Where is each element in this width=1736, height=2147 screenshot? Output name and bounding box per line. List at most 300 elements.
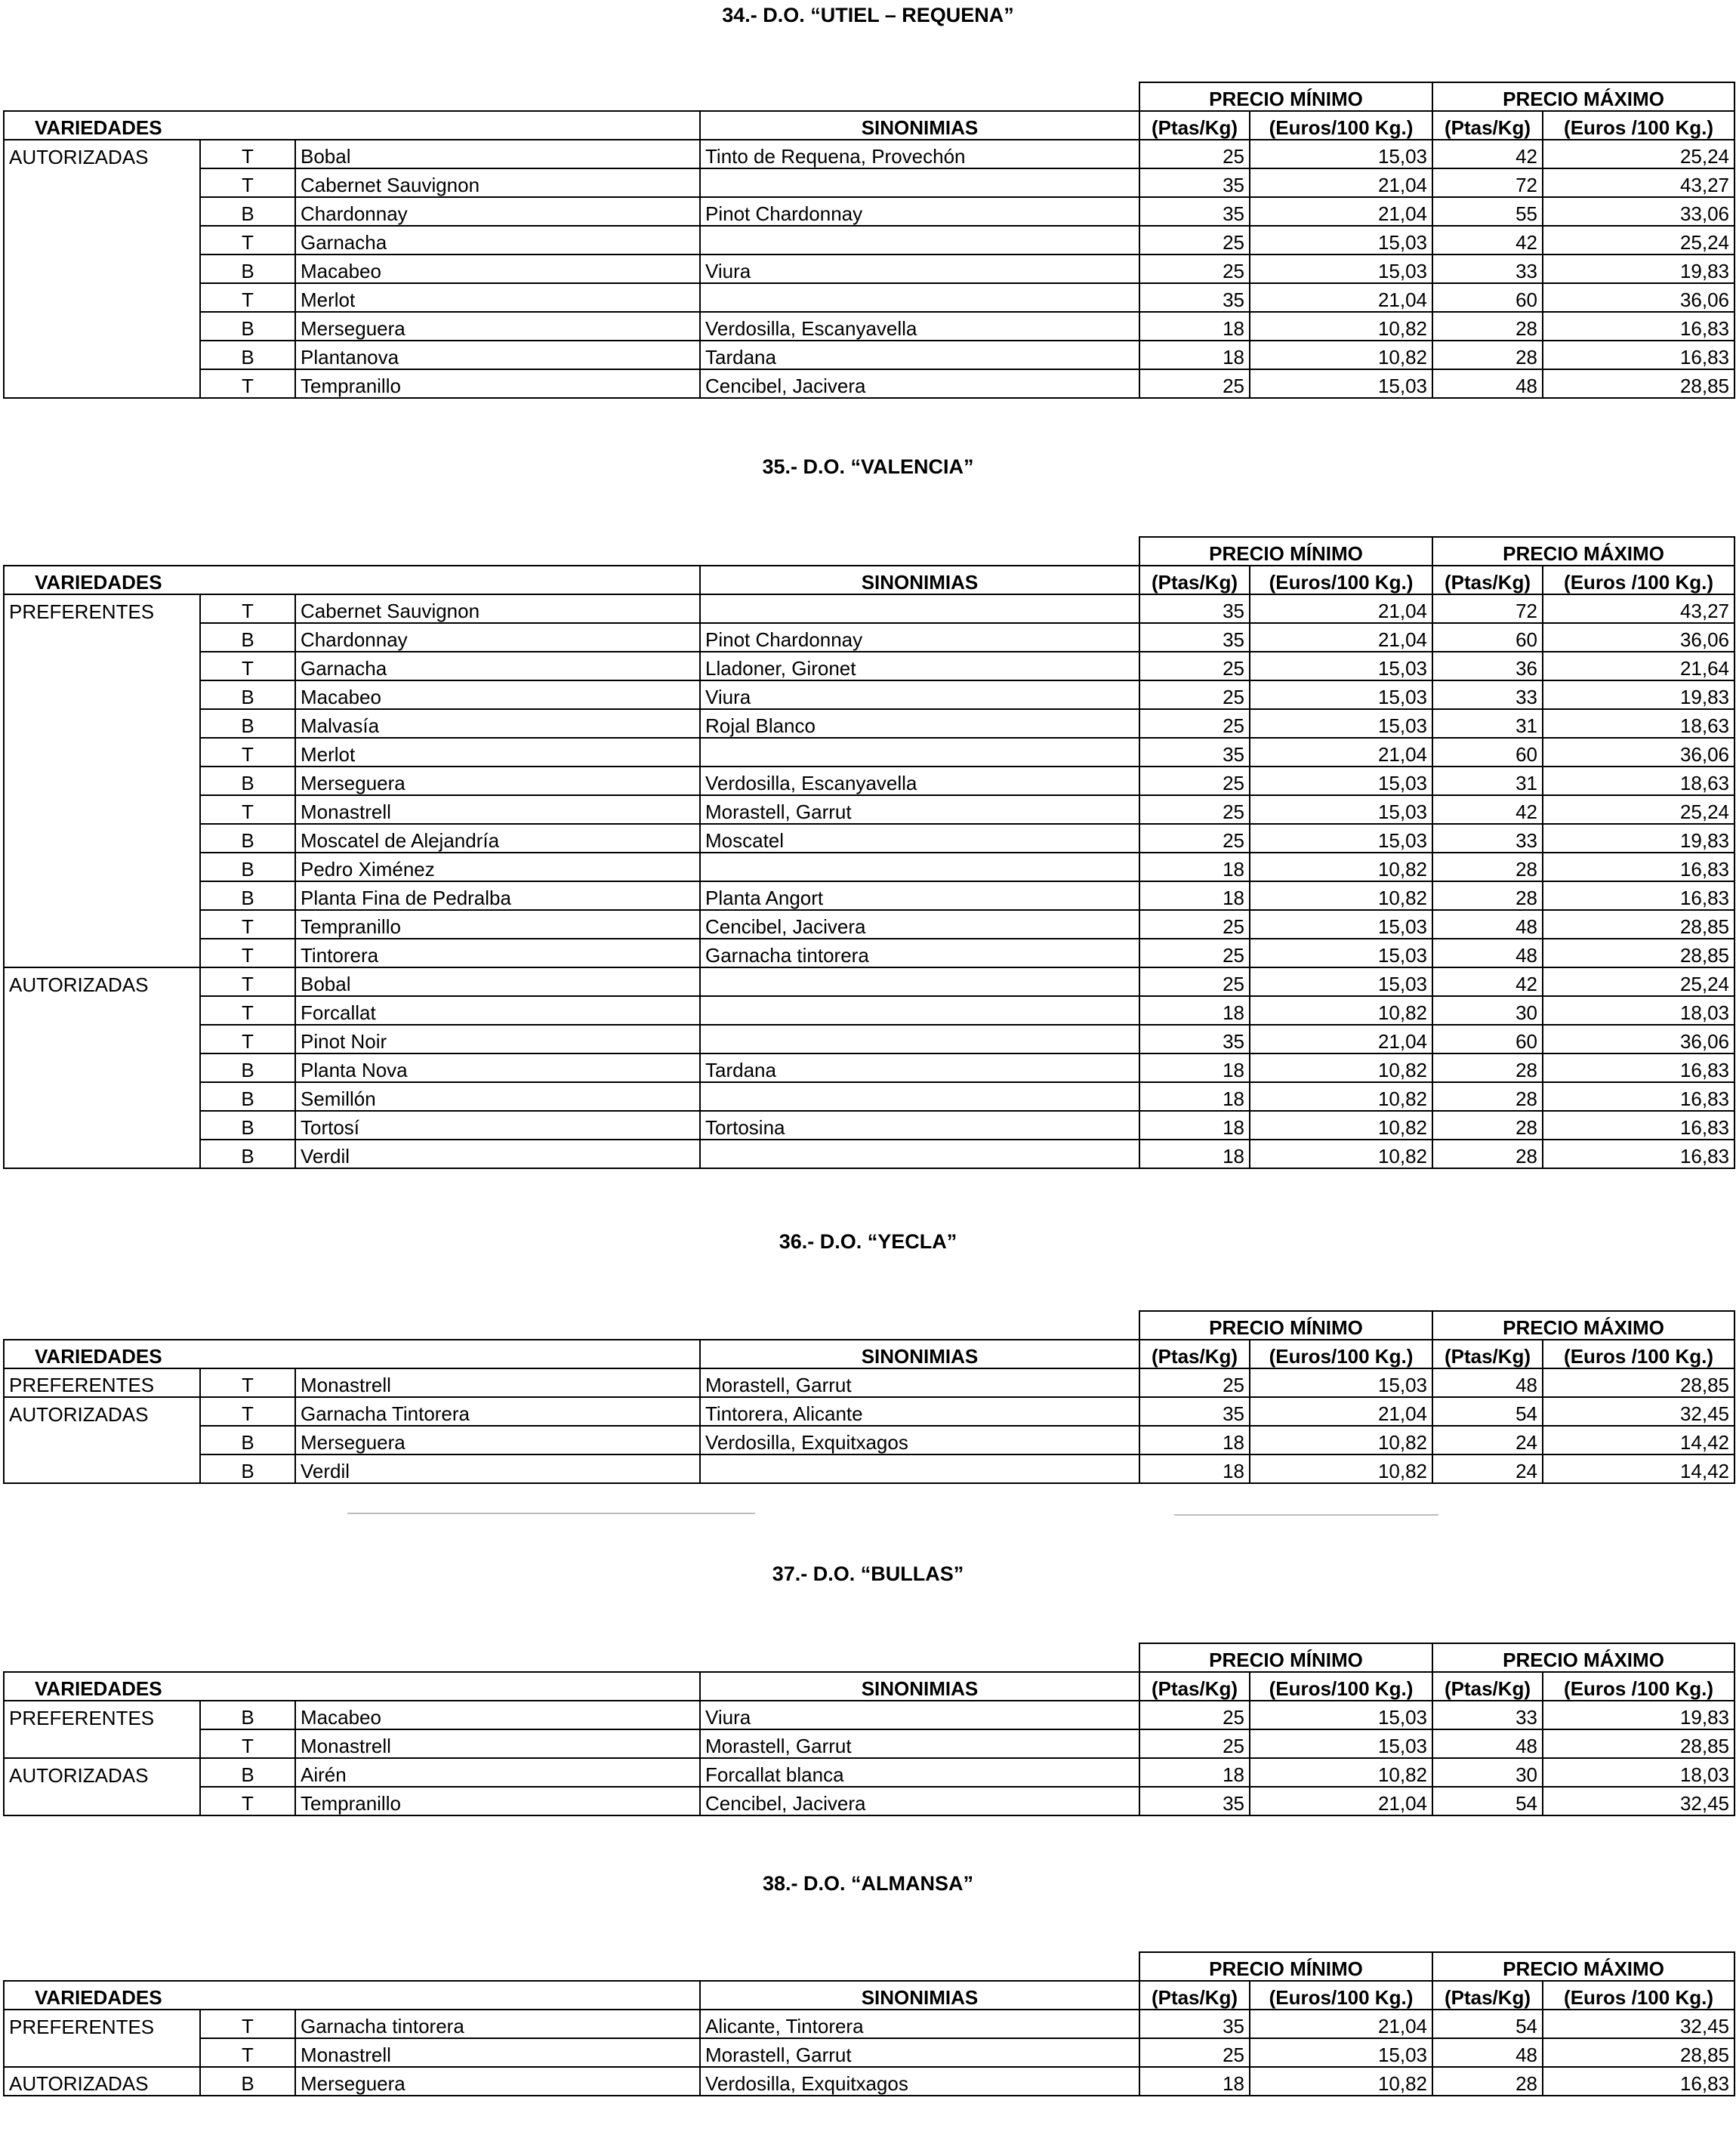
min-ptas-cell: 18 [1139,341,1250,369]
table-row [4,312,1734,341]
header-blank [4,1952,1139,1981]
color-cell: B [200,1111,295,1140]
precio-minimo-header: PRECIO MÍNIMO [1139,1643,1432,1672]
max-ptas-cell: 48 [1432,1368,1543,1397]
min-ptas-cell: 25 [1139,1729,1250,1758]
min-euros-cell: 15,03 [1250,939,1432,967]
synonyms-cell: Lladoner, Gironet [700,652,1139,680]
min-ptas-cell: 25 [1139,910,1250,939]
min-euros-cell: 15,03 [1250,824,1432,853]
euros-max-header: (Euros /100 Kg.) [1543,1981,1734,2010]
max-ptas-cell: 33 [1432,1701,1543,1729]
color-cell: T [200,283,295,312]
synonyms-cell [700,1140,1139,1168]
max-euros-cell: 32,45 [1543,1397,1734,1426]
color-cell: T [200,2038,295,2067]
ptas-kg-header: (Ptas/Kg) [1139,1340,1250,1368]
table-row [4,2067,1734,2096]
variety-cell: Plantanova [295,341,700,369]
group-cell [4,341,200,369]
color-cell: B [200,680,295,709]
color-cell: T [200,369,295,398]
max-ptas-cell: 48 [1432,2038,1543,2067]
header-blank [4,1311,1139,1340]
min-euros-cell: 10,82 [1250,1082,1432,1111]
color-cell: B [200,1082,295,1111]
table-row [4,738,1734,767]
min-euros-cell: 21,04 [1250,1025,1432,1053]
synonyms-cell [700,996,1139,1025]
min-ptas-cell: 18 [1139,881,1250,910]
header-blank [4,1643,1139,1672]
ptas-kg-header: (Ptas/Kg) [1139,111,1250,140]
max-ptas-cell: 60 [1432,283,1543,312]
max-euros-cell: 36,06 [1543,1025,1734,1053]
section-title: 38.- D.O. “ALMANSA” [762,1872,974,1895]
variety-cell: Planta Fina de Pedralba [295,881,700,910]
min-euros-cell: 15,03 [1250,369,1432,398]
max-ptas-cell: 54 [1432,1787,1543,1815]
min-ptas-cell: 25 [1139,140,1250,168]
min-ptas-cell: 25 [1139,709,1250,738]
header-row-columns [4,1981,1734,2010]
max-ptas-cell: 42 [1432,795,1543,824]
table-row [4,652,1734,680]
section-title: 35.- D.O. “VALENCIA” [762,455,974,478]
color-cell: B [200,881,295,910]
group-cell [4,853,200,881]
max-euros-cell: 43,27 [1543,168,1734,197]
max-euros-cell: 16,83 [1543,881,1734,910]
synonyms-cell: Viura [700,1701,1139,1729]
min-euros-cell: 10,82 [1250,312,1432,341]
variety-cell: Merseguera [295,767,700,795]
synonyms-cell [700,853,1139,881]
group-cell: PREFERENTES [4,2010,200,2038]
table-row [4,795,1734,824]
group-cell: AUTORIZADAS [4,2067,200,2096]
table-row [4,1729,1734,1758]
max-ptas-cell: 72 [1432,168,1543,197]
synonyms-cell [700,1082,1139,1111]
min-ptas-cell: 25 [1139,1701,1250,1729]
color-cell: B [200,1454,295,1483]
min-ptas-cell: 25 [1139,254,1250,283]
table-row [4,1701,1734,1729]
group-cell [4,226,200,254]
table-row [4,767,1734,795]
synonyms-cell: Pinot Chardonnay [700,197,1139,226]
min-euros-cell: 10,82 [1250,1111,1432,1140]
table-row [4,1454,1734,1483]
group-cell [4,1729,200,1758]
min-ptas-cell: 35 [1139,738,1250,767]
sinonimias-header: SINONIMIAS [700,111,1139,140]
max-euros-cell: 32,45 [1543,2010,1734,2038]
variety-cell: Garnacha [295,226,700,254]
synonyms-cell: Verdosilla, Exquitxagos [700,2067,1139,2096]
max-euros-cell: 21,64 [1543,652,1734,680]
synonyms-cell: Verdosilla, Exquitxagos [700,1426,1139,1454]
variety-cell: Pinot Noir [295,1025,700,1053]
min-euros-cell: 15,03 [1250,795,1432,824]
variety-cell: Pedro Ximénez [295,853,700,881]
variety-cell: Tempranillo [295,910,700,939]
min-ptas-cell: 25 [1139,795,1250,824]
max-euros-cell: 14,42 [1543,1454,1734,1483]
min-euros-cell: 10,82 [1250,1426,1432,1454]
table-row [4,1426,1734,1454]
group-cell [4,996,200,1025]
min-euros-cell: 10,82 [1250,853,1432,881]
max-ptas-cell: 42 [1432,226,1543,254]
euros-min-header: (Euros/100 Kg.) [1250,1672,1432,1701]
color-cell: T [200,910,295,939]
group-cell: AUTORIZADAS [4,1758,200,1787]
variety-cell: Macabeo [295,1701,700,1729]
synonyms-cell: Viura [700,680,1139,709]
max-ptas-cell: 36 [1432,652,1543,680]
table-row [4,168,1734,197]
color-cell: B [200,2067,295,2096]
variety-cell: Cabernet Sauvignon [295,594,700,623]
header-row-price-groups [4,537,1734,566]
header-row-columns [4,566,1734,594]
min-euros-cell: 21,04 [1250,283,1432,312]
synonyms-cell [700,967,1139,996]
group-cell: PREFERENTES [4,1368,200,1397]
header-row-price-groups [4,1952,1734,1981]
header-blank [4,82,1139,111]
max-ptas-cell: 55 [1432,197,1543,226]
sinonimias-header: SINONIMIAS [700,1981,1139,2010]
variety-cell: Garnacha [295,652,700,680]
max-ptas-cell: 54 [1432,1397,1543,1426]
max-ptas-cell: 28 [1432,2067,1543,2096]
min-ptas-cell: 35 [1139,1397,1250,1426]
group-cell [4,767,200,795]
min-ptas-cell: 18 [1139,1082,1250,1111]
max-euros-cell: 28,85 [1543,2038,1734,2067]
max-ptas-cell: 24 [1432,1454,1543,1483]
max-ptas-cell: 60 [1432,623,1543,652]
min-euros-cell: 21,04 [1250,594,1432,623]
min-euros-cell: 15,03 [1250,226,1432,254]
color-cell: T [200,1025,295,1053]
variety-cell: Malvasía [295,709,700,738]
sinonimias-header: SINONIMIAS [700,1340,1139,1368]
table-row [4,341,1734,369]
variety-cell: Bobal [295,967,700,996]
group-cell: PREFERENTES [4,594,200,623]
euros-max-header: (Euros /100 Kg.) [1543,111,1734,140]
variety-cell: Monastrell [295,2038,700,2067]
ptas-kg-header: (Ptas/Kg) [1432,1340,1543,1368]
synonyms-cell: Tinto de Requena, Provechón [700,140,1139,168]
max-ptas-cell: 31 [1432,709,1543,738]
synonyms-cell: Planta Angort [700,881,1139,910]
min-ptas-cell: 18 [1139,1140,1250,1168]
min-euros-cell: 15,03 [1250,967,1432,996]
min-ptas-cell: 25 [1139,680,1250,709]
max-euros-cell: 36,06 [1543,623,1734,652]
variety-cell: Merseguera [295,1426,700,1454]
color-cell: B [200,1758,295,1787]
header-blank [4,537,1139,566]
table-row [4,1140,1734,1168]
min-euros-cell: 21,04 [1250,197,1432,226]
max-euros-cell: 19,83 [1543,824,1734,853]
variety-cell: Merlot [295,738,700,767]
color-cell: B [200,312,295,341]
color-cell: T [200,738,295,767]
ptas-kg-header: (Ptas/Kg) [1139,1981,1250,2010]
color-cell: T [200,1729,295,1758]
table-row [4,283,1734,312]
precio-maximo-header: PRECIO MÁXIMO [1432,537,1734,566]
min-ptas-cell: 18 [1139,1111,1250,1140]
color-cell: B [200,709,295,738]
max-euros-cell: 16,83 [1543,2067,1734,2096]
table-row [4,623,1734,652]
variety-cell: Airén [295,1758,700,1787]
section-title: 36.- D.O. “YECLA” [779,1230,957,1253]
variety-cell: Bobal [295,140,700,168]
min-ptas-cell: 25 [1139,939,1250,967]
color-cell: B [200,341,295,369]
table-row [4,2038,1734,2067]
variety-cell: Monastrell [295,1729,700,1758]
max-euros-cell: 14,42 [1543,1426,1734,1454]
min-ptas-cell: 18 [1139,1454,1250,1483]
precio-minimo-header: PRECIO MÍNIMO [1139,1311,1432,1340]
max-euros-cell: 43,27 [1543,594,1734,623]
max-ptas-cell: 72 [1432,594,1543,623]
ptas-kg-header: (Ptas/Kg) [1139,566,1250,594]
table-row [4,594,1734,623]
synonyms-cell [700,283,1139,312]
min-ptas-cell: 18 [1139,312,1250,341]
group-cell [4,738,200,767]
max-euros-cell: 18,03 [1543,1758,1734,1787]
header-row-price-groups [4,1643,1734,1672]
price-table [3,1643,1735,1816]
min-euros-cell: 15,03 [1250,1368,1432,1397]
min-euros-cell: 15,03 [1250,767,1432,795]
max-ptas-cell: 60 [1432,1025,1543,1053]
color-cell: B [200,767,295,795]
group-cell [4,1025,200,1053]
synonyms-cell: Viura [700,254,1139,283]
group-cell [4,939,200,967]
color-cell: T [200,168,295,197]
max-euros-cell: 18,63 [1543,767,1734,795]
min-ptas-cell: 25 [1139,652,1250,680]
max-euros-cell: 28,85 [1543,910,1734,939]
synonyms-cell: Tardana [700,1053,1139,1082]
group-cell [4,1787,200,1815]
synonyms-cell: Tardana [700,341,1139,369]
table-row [4,1111,1734,1140]
table-row [4,1758,1734,1787]
color-cell: T [200,1787,295,1815]
table-row [4,967,1734,996]
max-ptas-cell: 28 [1432,312,1543,341]
color-cell: B [200,254,295,283]
max-euros-cell: 16,83 [1543,312,1734,341]
ptas-kg-header: (Ptas/Kg) [1432,1672,1543,1701]
group-cell [4,1454,200,1483]
color-cell: B [200,1426,295,1454]
group-cell [4,2038,200,2067]
group-cell: PREFERENTES [4,1701,200,1729]
table-row [4,939,1734,967]
table-row [4,1368,1734,1397]
min-euros-cell: 10,82 [1250,2067,1432,2096]
synonyms-cell [700,1454,1139,1483]
max-euros-cell: 28,85 [1543,369,1734,398]
min-euros-cell: 15,03 [1250,1701,1432,1729]
table-row [4,140,1734,168]
min-ptas-cell: 25 [1139,2038,1250,2067]
variety-cell: Semillón [295,1082,700,1111]
min-ptas-cell: 18 [1139,996,1250,1025]
max-ptas-cell: 31 [1432,767,1543,795]
sinonimias-header: SINONIMIAS [700,566,1139,594]
synonyms-cell: Tintorera, Alicante [700,1397,1139,1426]
min-ptas-cell: 25 [1139,226,1250,254]
min-euros-cell: 10,82 [1250,1758,1432,1787]
color-cell: T [200,939,295,967]
divider-line [347,1513,755,1514]
min-euros-cell: 10,82 [1250,341,1432,369]
min-ptas-cell: 18 [1139,853,1250,881]
min-euros-cell: 15,03 [1250,254,1432,283]
table-row [4,881,1734,910]
max-euros-cell: 25,24 [1543,795,1734,824]
table-row [4,824,1734,853]
max-euros-cell: 16,83 [1543,1111,1734,1140]
max-euros-cell: 16,83 [1543,341,1734,369]
min-euros-cell: 21,04 [1250,738,1432,767]
max-ptas-cell: 28 [1432,1082,1543,1111]
max-ptas-cell: 42 [1432,967,1543,996]
table-row [4,1053,1734,1082]
max-ptas-cell: 48 [1432,1729,1543,1758]
group-cell [4,652,200,680]
max-euros-cell: 18,63 [1543,709,1734,738]
group-cell [4,369,200,398]
sinonimias-header: SINONIMIAS [700,1672,1139,1701]
synonyms-cell: Cencibel, Jacivera [700,369,1139,398]
table-row [4,709,1734,738]
synonyms-cell: Verdosilla, Escanyavella [700,767,1139,795]
precio-maximo-header: PRECIO MÁXIMO [1432,1643,1734,1672]
synonyms-cell: Pinot Chardonnay [700,623,1139,652]
euros-max-header: (Euros /100 Kg.) [1543,1340,1734,1368]
max-ptas-cell: 60 [1432,738,1543,767]
min-euros-cell: 10,82 [1250,1454,1432,1483]
max-euros-cell: 16,83 [1543,853,1734,881]
min-euros-cell: 15,03 [1250,2038,1432,2067]
table-row [4,853,1734,881]
max-ptas-cell: 54 [1432,2010,1543,2038]
max-euros-cell: 32,45 [1543,1787,1734,1815]
min-euros-cell: 10,82 [1250,881,1432,910]
group-cell [4,709,200,738]
max-euros-cell: 25,24 [1543,140,1734,168]
min-euros-cell: 21,04 [1250,623,1432,652]
color-cell: B [200,824,295,853]
euros-max-header: (Euros /100 Kg.) [1543,566,1734,594]
precio-maximo-header: PRECIO MÁXIMO [1432,1311,1734,1340]
variety-cell: Verdil [295,1454,700,1483]
max-euros-cell: 16,83 [1543,1140,1734,1168]
max-ptas-cell: 48 [1432,939,1543,967]
variety-cell: Chardonnay [295,197,700,226]
max-euros-cell: 28,85 [1543,939,1734,967]
variety-cell: Tortosí [295,1111,700,1140]
color-cell: T [200,795,295,824]
synonyms-cell: Morastell, Garrut [700,1729,1139,1758]
group-cell: AUTORIZADAS [4,1397,200,1426]
color-cell: B [200,853,295,881]
table-row [4,1082,1734,1111]
group-cell [4,168,200,197]
synonyms-cell [700,168,1139,197]
min-euros-cell: 15,03 [1250,709,1432,738]
table-row [4,226,1734,254]
variety-cell: Tintorera [295,939,700,967]
table-row [4,254,1734,283]
group-cell [4,910,200,939]
price-table [3,82,1735,399]
max-ptas-cell: 48 [1432,910,1543,939]
euros-min-header: (Euros/100 Kg.) [1250,1340,1432,1368]
header-row-columns [4,1340,1734,1368]
variety-cell: Moscatel de Alejandría [295,824,700,853]
color-cell: T [200,140,295,168]
min-euros-cell: 15,03 [1250,1729,1432,1758]
min-ptas-cell: 35 [1139,2010,1250,2038]
max-euros-cell: 36,06 [1543,283,1734,312]
synonyms-cell: Alicante, Tintorera [700,2010,1139,2038]
max-ptas-cell: 28 [1432,1053,1543,1082]
synonyms-cell: Cencibel, Jacivera [700,1787,1139,1815]
max-ptas-cell: 42 [1432,140,1543,168]
table-row [4,197,1734,226]
min-ptas-cell: 35 [1139,168,1250,197]
table-row [4,2010,1734,2038]
max-euros-cell: 28,85 [1543,1368,1734,1397]
synonyms-cell [700,738,1139,767]
synonyms-cell: Morastell, Garrut [700,2038,1139,2067]
min-ptas-cell: 25 [1139,369,1250,398]
color-cell: B [200,197,295,226]
synonyms-cell [700,226,1139,254]
variety-cell: Cabernet Sauvignon [295,168,700,197]
variety-cell: Merseguera [295,312,700,341]
max-euros-cell: 16,83 [1543,1053,1734,1082]
price-table [3,536,1735,1169]
min-ptas-cell: 25 [1139,967,1250,996]
group-cell: AUTORIZADAS [4,967,200,996]
min-ptas-cell: 18 [1139,1053,1250,1082]
synonyms-cell [700,594,1139,623]
max-ptas-cell: 28 [1432,881,1543,910]
group-cell [4,283,200,312]
group-cell [4,1053,200,1082]
